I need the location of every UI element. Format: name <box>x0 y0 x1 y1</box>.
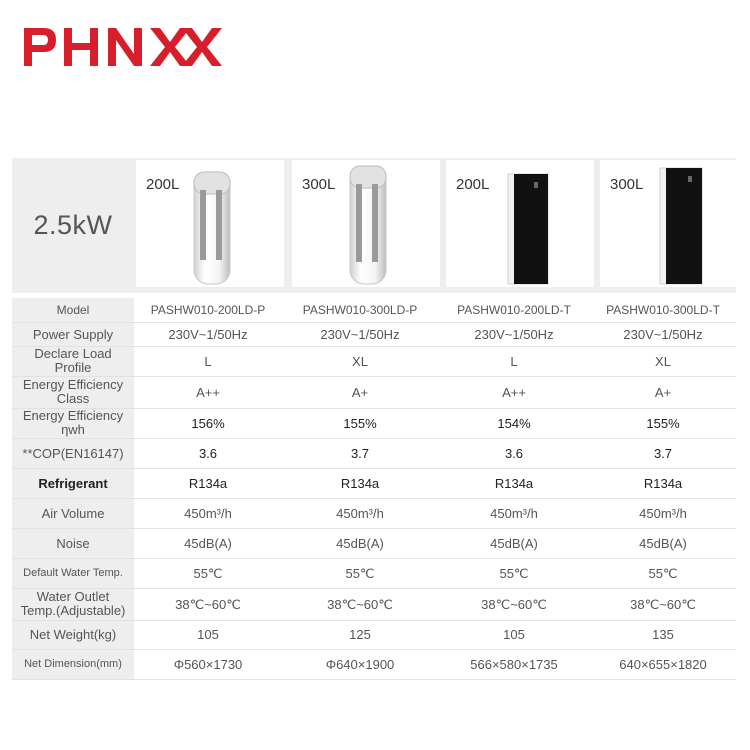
table-cell: A++ <box>438 376 590 408</box>
table-row <box>12 438 736 468</box>
product-volume: 300L <box>302 176 336 193</box>
table-cell: 155% <box>282 408 438 438</box>
row-label: Model <box>12 298 134 322</box>
table-cell: XL <box>282 346 438 376</box>
table-cell: 45dB(A) <box>282 528 438 558</box>
table-cell: 3.6 <box>134 438 282 468</box>
row-label-line: Energy Efficiency <box>22 408 124 423</box>
row-label-line: Water Outlet <box>36 589 110 604</box>
table-cell: 230V~1/50Hz <box>438 322 590 346</box>
product-volume: 300L <box>610 176 644 193</box>
table-row <box>12 298 736 322</box>
table-cell: R134a <box>590 468 736 498</box>
table-row <box>12 528 736 558</box>
row-label: Noise <box>12 528 134 558</box>
table-row <box>12 376 736 408</box>
table-cell: A+ <box>590 376 736 408</box>
row-label: **COP(EN16147) <box>12 438 134 468</box>
table-cell: 38℃~60℃ <box>590 588 736 620</box>
table-cell: 154% <box>438 408 590 438</box>
table-cell: 450m³/h <box>590 498 736 528</box>
table-row <box>12 322 736 346</box>
row-label <box>12 376 134 408</box>
table-row <box>12 558 736 588</box>
row-label: Refrigerant <box>12 468 134 498</box>
table-cell: R134a <box>134 468 282 498</box>
table-cell: 45dB(A) <box>438 528 590 558</box>
phnxx-logo-icon <box>22 26 222 68</box>
row-label <box>12 408 134 438</box>
table-row <box>12 346 736 376</box>
table-cell: PASHW010-300LD-P <box>282 298 438 322</box>
table-cell: 55℃ <box>282 558 438 588</box>
product-volume: 200L <box>146 176 180 193</box>
row-label: Net Weight(kg) <box>12 620 134 649</box>
table-cell: 45dB(A) <box>590 528 736 558</box>
table-cell: 38℃~60℃ <box>282 588 438 620</box>
table-cell: Φ560×1730 <box>134 649 282 679</box>
product-volume: 200L <box>456 176 490 193</box>
table-cell: A+ <box>282 376 438 408</box>
table-cell: 45dB(A) <box>134 528 282 558</box>
table-cell: 125 <box>282 620 438 649</box>
table-cell: PASHW010-200LD-P <box>134 298 282 322</box>
table-cell: A++ <box>134 376 282 408</box>
table-row <box>12 620 736 649</box>
table-cell: 156% <box>134 408 282 438</box>
table-cell: 105 <box>134 620 282 649</box>
black-water-heater-icon <box>446 160 594 287</box>
table-cell: 55℃ <box>438 558 590 588</box>
product-card-1 <box>136 160 284 287</box>
table-cell: 450m³/h <box>438 498 590 528</box>
table-cell: 3.7 <box>590 438 736 468</box>
table-cell: 55℃ <box>134 558 282 588</box>
table-cell: 38℃~60℃ <box>438 588 590 620</box>
table-cell: 3.7 <box>282 438 438 468</box>
brand-logo <box>22 26 222 68</box>
white-water-heater-icon <box>292 160 440 287</box>
table-cell: 450m³/h <box>134 498 282 528</box>
table-cell: 230V~1/50Hz <box>282 322 438 346</box>
row-label <box>12 346 134 376</box>
capacity-label: 2.5kW <box>33 210 113 240</box>
row-label-line: ηwh <box>61 422 85 437</box>
table-cell: XL <box>590 346 736 376</box>
table-row <box>12 468 736 498</box>
row-label: Default Water Temp. <box>12 558 134 588</box>
table-cell: R134a <box>282 468 438 498</box>
table-row <box>12 498 736 528</box>
table-row <box>12 649 736 679</box>
row-label-line: Energy Efficiency <box>22 377 124 392</box>
row-label <box>12 588 134 620</box>
row-label: Net Dimension(mm) <box>12 649 134 679</box>
table-cell: 640×655×1820 <box>590 649 736 679</box>
table-cell: 450m³/h <box>282 498 438 528</box>
row-label-line: Temp.(Adjustable) <box>20 603 126 618</box>
row-label-line: Profile <box>54 360 92 375</box>
table-row <box>12 588 736 620</box>
product-card-2 <box>292 160 440 287</box>
table-cell: 55℃ <box>590 558 736 588</box>
table-cell: L <box>438 346 590 376</box>
table-cell: PASHW010-300LD-T <box>590 298 736 322</box>
spec-table <box>12 298 736 680</box>
table-cell: 230V~1/50Hz <box>134 322 282 346</box>
table-cell: 3.6 <box>438 438 590 468</box>
table-cell: R134a <box>438 468 590 498</box>
table-row <box>12 408 736 438</box>
row-label-line: Declare Load <box>34 346 112 361</box>
table-cell: 155% <box>590 408 736 438</box>
white-water-heater-icon <box>136 160 284 287</box>
table-cell: L <box>134 346 282 376</box>
black-water-heater-icon <box>600 160 748 287</box>
row-label-line: Class <box>56 391 90 406</box>
table-cell: Φ640×1900 <box>282 649 438 679</box>
table-cell: 135 <box>590 620 736 649</box>
row-label: Air Volume <box>12 498 134 528</box>
product-card-4 <box>600 160 748 287</box>
table-cell: 105 <box>438 620 590 649</box>
product-card-3 <box>446 160 594 287</box>
row-label: Power Supply <box>12 322 134 346</box>
table-cell: 566×580×1735 <box>438 649 590 679</box>
table-cell: 230V~1/50Hz <box>590 322 736 346</box>
table-cell: 38℃~60℃ <box>134 588 282 620</box>
table-cell: PASHW010-200LD-T <box>438 298 590 322</box>
